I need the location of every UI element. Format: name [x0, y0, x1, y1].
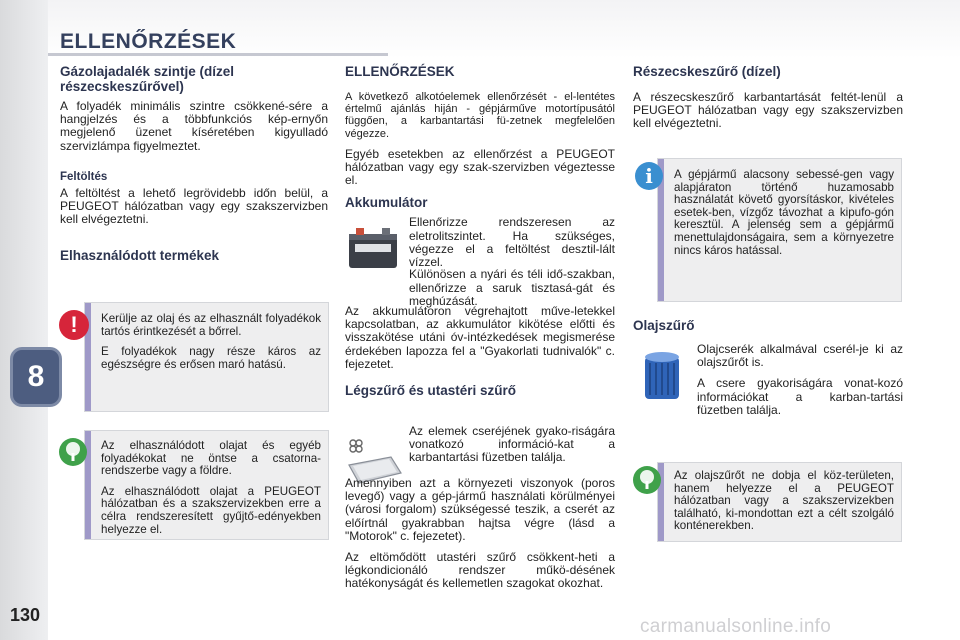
page-number: 130	[10, 605, 41, 625]
oil-filter-icon	[641, 351, 683, 403]
paragraph: A következő alkotóelemek ellenőrzését - el-lentétes értelmű ajánlás hiján - gépjárműve motortípusától függően, a karbantartási fü-zetnek megfelelően végezze.	[345, 91, 615, 140]
paragraph: Különösen a nyári és téli idő-szakban, ellenőrizze a saruk tisztasá-gát és meghúzását.	[409, 267, 615, 308]
oil-filter-block	[633, 343, 903, 443]
warning-box	[84, 302, 329, 412]
section-heading: Olajszűrő	[633, 318, 695, 333]
section-heading: Légszűrő és utastéri szűrő	[345, 383, 517, 399]
paragraph: A részecskeszűrő karbantartását feltét-lenül a PEUGEOT hálózatban vagy egy szakszervizben kell elvégeztetni.	[633, 90, 903, 131]
eco-box	[657, 462, 902, 542]
chapter-badge: 8	[10, 347, 62, 407]
eco-text: Az elhasználódott olajat a PEUGEOT hálózatban és a szakszervizekben erre a célra rendszeresített gyűjtő-edényekben helyezze el.	[101, 484, 321, 536]
paragraph: Ellenőrizze rendszeresen az eletrolitszintet. Ha szükséges, végezze el a feltöltést desztil-lált vízzel.	[409, 215, 615, 270]
section-heading: ELLENŐRZÉSEK	[345, 64, 455, 79]
warning-text: Kerülje az olaj és az elhasznált folyadékok tartós érintkezését a bőrrel.	[101, 312, 321, 338]
info-box	[657, 158, 902, 302]
eco-tree-icon	[59, 438, 87, 466]
car-battery-icon	[345, 224, 401, 272]
eco-tree-icon	[633, 466, 661, 494]
section-heading: Gázolajadalék szintje (dízel részecskeszűrővel)	[60, 64, 235, 94]
paragraph: A csere gyakoriságára vonat-kozó információkat a karban-tartási füzetben találja.	[697, 376, 903, 417]
warning-exclamation-icon: !	[59, 310, 89, 340]
eco-box	[84, 430, 329, 540]
subheading: Feltöltés	[60, 170, 108, 183]
column-right	[633, 64, 903, 139]
paragraph: Az akkumulátoron végrehajtott műve-letekkel kapcsolatban, az akkumulátor kikötése előtti és visszakötése utáni óv-intézkedések megismerése érdekében lapozza fel a "Gyakorlati tudnivalók" c. fejezetet.	[345, 304, 615, 371]
paragraph: A folyadék minimális szintre csökkené-sére a hangjelzés és a többfunkciós kép-ernyőn megjelenő üzenet kíséretében kigyulladó szervizlámpa figyelmeztet.	[60, 99, 328, 153]
section-heading: Elhasználódott termékek	[60, 248, 220, 264]
warning-text: E folyadékok nagy része káros az egészségre és erősen maró hatású.	[101, 345, 321, 371]
eco-text: Az olajszűrőt ne dobja el köz-területen, hanem helyezze el a PEUGEOT hálózatban vagy a szakszervizekben található, ki-mondottan ezt a célt szolgáló konténerekben.	[674, 469, 894, 533]
watermark: carmanualsonline.info	[640, 616, 832, 637]
paragraph: Egyéb esetekben az ellenőrzést a PEUGEOT hálózatban vagy egy szak-szervizben végeztesse el.	[345, 146, 615, 188]
page-title: ELLENŐRZÉSEK	[60, 30, 237, 53]
section-heading: Akkumulátor	[345, 195, 428, 211]
paragraph: Olajcserék alkalmával cserél-je ki az olajszűrőt is.	[697, 342, 903, 370]
paragraph: Amennyiben azt a környezeti viszonyok (poros levegő) vagy a gép-jármű használati körülményei (városi forgalom) szükségessé teszik, a cserét az előírtnál gyakrabban hajtsa végre (lásd a "Motorok" c. fejezetet).	[345, 476, 615, 543]
info-text: A gépjármű alacsony sebessé-gen vagy alapjáraton történő huzamosabb használatát követő gyorsításkor, kivételes esetek-ben, vízgőz távozhat a kipufo-gón keresztül. A jelenség sem a gépjármű menettulajdonságaira, sem a környezetre nincs káros hatással.	[674, 168, 894, 257]
paragraph: Az elemek cseréjének gyako-riságára vonatkozó információ-kat a karbantartási füzetben találja.	[409, 424, 615, 465]
info-icon: i	[635, 162, 663, 190]
paragraph: A feltöltést a lehető legrövidebb időn belül, a PEUGEOT hálózatban vagy egy szakszervizben kell elvégeztetni.	[60, 185, 328, 227]
filter-block	[345, 425, 615, 625]
eco-text: Az elhasználódott olajat és egyéb folyadékokat ne öntse a csatorna-rendszerbe vagy a földre.	[101, 439, 321, 478]
paragraph: Az eltömődött utastéri szűrő csökkent-heti a légkondicionáló rendszer műkö-désének hatékonyságát és kellemetlen szagokat okozhat.	[345, 550, 615, 591]
section-heading: Részecskeszűrő (dízel)	[633, 64, 781, 79]
header-rule	[48, 53, 388, 56]
column-left	[60, 64, 328, 269]
side-band	[0, 0, 48, 640]
